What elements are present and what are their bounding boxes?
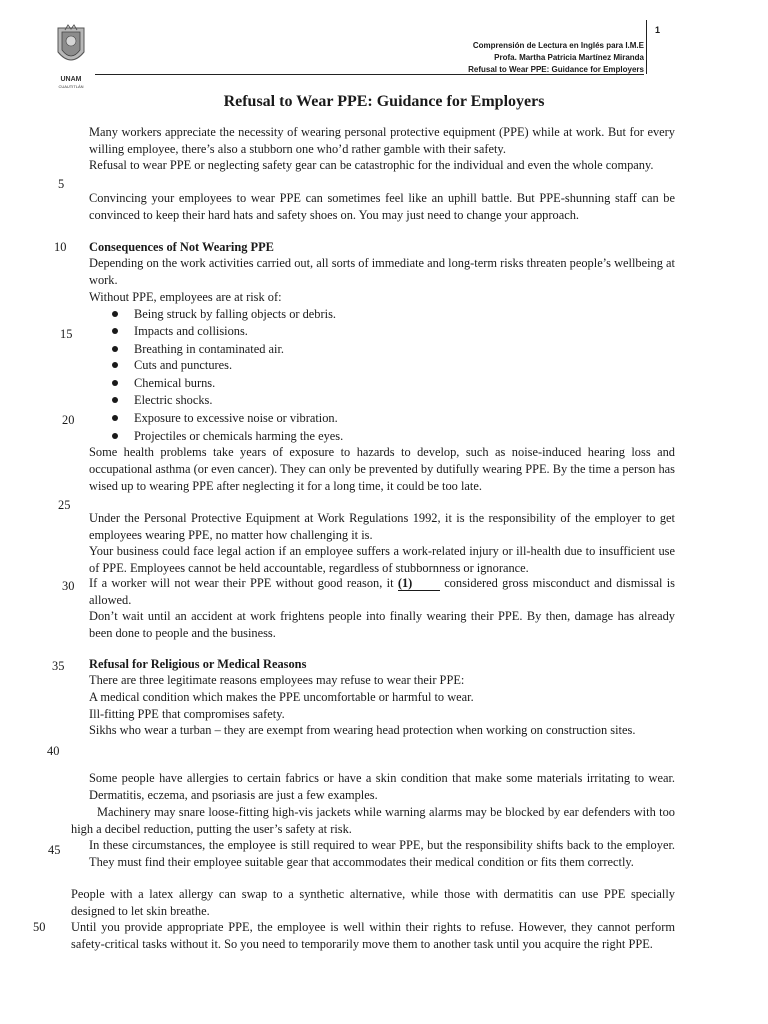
refusal-paragraph-latex: People with a latex allergy can swap to a synthetic alternative, while those with dermatitis can use PPE specially designed to let skin breathe. xyxy=(71,887,675,918)
bullet-icon xyxy=(112,415,118,421)
refusal-paragraph-machinery: Machinery may snare loose-fitting high-vis jackets while warning alarms may be blocked by ear defenders with too high a decibel reduction, putting the user’s safety at risk. xyxy=(71,805,675,836)
refusal-paragraph-until: Until you provide appropriate PPE, the employee is well within their rights to refuse. However, they cannot perform safety-critical tasks without it. So you need to temporarily move them to another task until you acquire the right PPE. xyxy=(71,920,675,951)
refusal-reason-medical: A medical condition which makes the PPE uncomfortable or harmful to wear. xyxy=(89,690,474,704)
header-topic: Refusal to Wear PPE: Guidance for Employers xyxy=(468,65,644,74)
header-vertical-rule xyxy=(646,20,647,74)
consequences-paragraph-3: Some health problems take years of exposure to hazards to develop, such as noise-induced hearing loss and occupational asthma (or even cancer). They can only be prevented by dutifully wearing PPE. By the time a person has wised up to wearing PPE after neglecting it for a long time, it could be too late. xyxy=(89,445,675,493)
risk-list-item: Cuts and punctures. xyxy=(134,358,233,372)
risk-list-item: Being struck by falling objects or debris. xyxy=(134,307,336,321)
bullet-icon xyxy=(112,397,118,403)
university-crest-icon xyxy=(52,22,90,74)
bullet-icon xyxy=(112,346,118,352)
consequences-paragraph-2: Without PPE, employees are at risk of: xyxy=(89,290,282,304)
line-number-15: 15 xyxy=(60,327,73,341)
document-title: Refusal to Wear PPE: Guidance for Employers xyxy=(223,93,545,110)
page-header xyxy=(468,40,644,76)
consequences-paragraph-4: Under the Personal Protective Equipment at Work Regulations 1992, it is the responsibility of the employer to get employees wearing PPE, no matter how challenging it is. xyxy=(89,511,675,542)
refusal-reason-ill-fitting: Ill-fitting PPE that compromises safety. xyxy=(89,707,285,721)
refusal-paragraph-circumstances: In these circumstances, the employee is still required to wear PPE, but the responsibility shifts back to the employer. They must find their employee suitable gear that accommodates their medical condition or fits them correctly. xyxy=(89,838,675,869)
line-number-40: 40 xyxy=(47,744,60,758)
refusal-paragraph-1: There are three legitimate reasons employees may refuse to wear their PPE: xyxy=(89,673,465,687)
section-heading-refusal-reasons: Refusal for Religious or Medical Reasons xyxy=(89,657,307,671)
consequences-paragraph-6: If a worker will not wear their PPE without good reason, it (1) considered gross misconduct and dismissal is allowed. xyxy=(89,576,676,607)
section-heading-consequences: Consequences of Not Wearing PPE xyxy=(89,240,274,254)
unam-logo xyxy=(52,22,90,89)
line-number-25: 25 xyxy=(58,498,71,512)
bullet-icon xyxy=(112,311,118,317)
bullet-icon xyxy=(112,362,118,368)
risk-list-item: Exposure to excessive noise or vibration. xyxy=(134,411,338,425)
line-number-35: 35 xyxy=(52,659,65,673)
refusal-reason-religious: Sikhs who wear a turban – they are exempt from wearing head protection when working on construction sites. xyxy=(89,723,636,737)
page-number: 1 xyxy=(655,25,661,35)
logo-label: UNAM CUAUTITLÁN xyxy=(58,76,84,89)
header-teacher: Profa. Martha Patricia Martínez Miranda xyxy=(494,53,644,62)
consequences-paragraph-5: Your business could face legal action if an employee suffers a work-related injury or ill-health due to insufficient use of PPE. Employees cannot be held accountable, regardless of stubbornness or ignorance. xyxy=(89,544,675,575)
risk-list-item: Projectiles or chemicals harming the eyes. xyxy=(134,429,344,443)
line-number-20: 20 xyxy=(62,413,75,427)
fill-in-blank-1: (1) xyxy=(398,577,440,591)
risk-list-item: Impacts and collisions. xyxy=(134,324,248,338)
bullet-icon xyxy=(112,433,118,439)
risk-list-item: Electric shocks. xyxy=(134,393,213,407)
consequences-paragraph-7: Don’t wait until an accident at work frightens people into finally wearing their PPE. By then, damage has already been done to people and the business. xyxy=(89,609,675,640)
line-number-10: 10 xyxy=(54,240,67,254)
intro-paragraph-2: Refusal to wear PPE or neglecting safety gear can be catastrophic for the individual and even the whole company. xyxy=(89,158,654,172)
risk-list-item: Chemical burns. xyxy=(134,376,216,390)
header-course: Comprensión de Lectura en Inglés para I.M.E xyxy=(472,41,644,50)
refusal-paragraph-allergies: Some people have allergies to certain fabrics or have a skin condition that make some materials irritating to wear. Dermatitis, eczema, and psoriasis are just a few examples. xyxy=(89,771,675,802)
intro-paragraph-1: Many workers appreciate the necessity of wearing personal protective equipment (PPE) while at work. But for every willing employee, there’s also a stubborn one who’d rather gamble with their safety. xyxy=(89,125,675,156)
bullet-icon xyxy=(112,328,118,334)
intro-paragraph-3: Convincing your employees to wear PPE can sometimes feel like an uphill battle. But PPE-shunning staff can be convinced to keep their hard hats and safety shoes on. You may just need to change your approach. xyxy=(89,191,675,222)
line-number-5: 5 xyxy=(58,177,65,191)
line-number-50: 50 xyxy=(33,920,46,934)
consequences-paragraph-1: Depending on the work activities carried out, all sorts of immediate and long-term risks threaten people’s wellbeing at work. xyxy=(89,256,675,287)
header-rule xyxy=(95,74,644,75)
line-number-45: 45 xyxy=(48,843,61,857)
bullet-icon xyxy=(112,380,118,386)
line-number-30: 30 xyxy=(62,579,75,593)
risk-list-item: Breathing in contaminated air. xyxy=(134,342,285,356)
